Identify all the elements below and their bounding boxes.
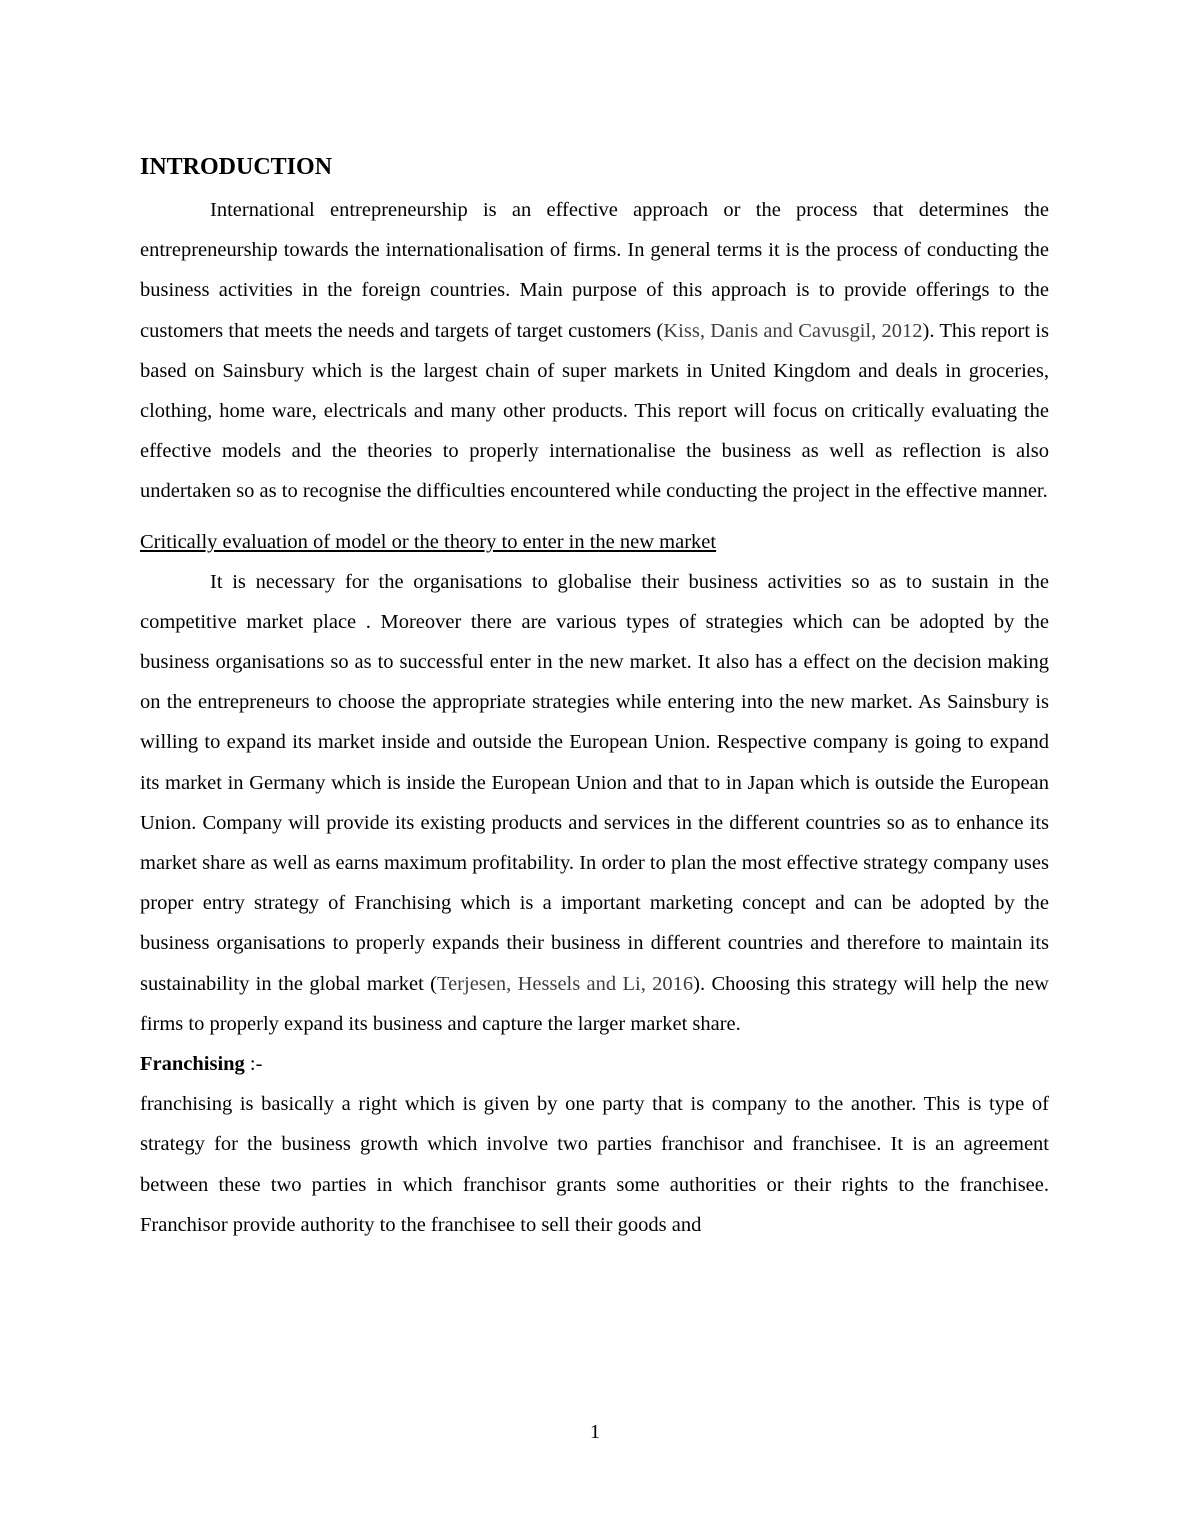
- page-number: 1: [589, 1421, 601, 1443]
- section-citation: Terjesen, Hessels and Li, 2016: [436, 972, 694, 995]
- intro-text: International entrepreneurship is an effective approach or the process that determines the entrepreneurship towards the internationalisation of firms. In general terms it is the process of conducting the business activities in the foreign countries. Main purpose of this approach is to provide offerings to the customers that meets the needs and targets of target customers (: [140, 199, 1049, 342]
- section-text: It is necessary for the organisations to globalise their business activities so as to sustain in the competitive market place . Moreover there are various types of strategies which can be adopted by the business organisations so as to successful enter in the new market. It also has a effect on the decision making on the entrepreneurs to choose the appropriate strategies while entering into the new market. As Sainsbury is willing to expand its market inside and outside the European Union. Respective company is going to expand its market in Germany which is inside the European Union and that to in Japan which is outside the European Union. Company will provide its existing products and services in the different countries so as to enhance its market share as well as earns maximum profitability. In order to plan the most effective strategy company uses proper entry strategy of Franchising which is a important marketing concept and can be adopted by the business organisations to properly expands their business in different countries and therefore to maintain its sustainability in the global market (: [140, 570, 1049, 995]
- intro-citation: Kiss, Danis and Cavusgil, 2012: [663, 319, 923, 342]
- intro-text-continued: ). This report is based on Sainsbury which is the largest chain of super markets in United Kingdom and deals in groceries, clothing, home ware, electricals and many other products. This report will focus on critically evaluating the effective models and the theories to properly internationalise the business as well as reflection is also undertaken so as to recognise the difficulties encountered while conducting the project in the effective manner.: [140, 319, 1049, 503]
- section-text-continued: ). Choosing this strategy will help the new firms to properly expand its business and capture the larger market share.: [140, 972, 1049, 1035]
- intro-paragraph: [140, 190, 1049, 512]
- document-page: [140, 150, 1049, 1245]
- franchising-paragraph: franchising is basically a right which is given by one party that is company to the another. This is type of strategy for the business growth which involve two parties franchisor and franchisee. It is an agreement between these two parties in which franchisor grants some authorities or their rights to the franchisee. Franchisor provide authority to the franchisee to sell their goods and: [140, 1093, 1049, 1236]
- franchising-label: Franchising: [140, 1053, 245, 1076]
- section-subheading: Critically evaluation of model or the theory to enter in the new market: [140, 530, 717, 553]
- section-paragraph: [140, 562, 1049, 1044]
- franchising-suffix: :-: [244, 1053, 263, 1076]
- page-title: INTRODUCTION: [140, 154, 333, 180]
- franchising-heading: [140, 1044, 1049, 1084]
